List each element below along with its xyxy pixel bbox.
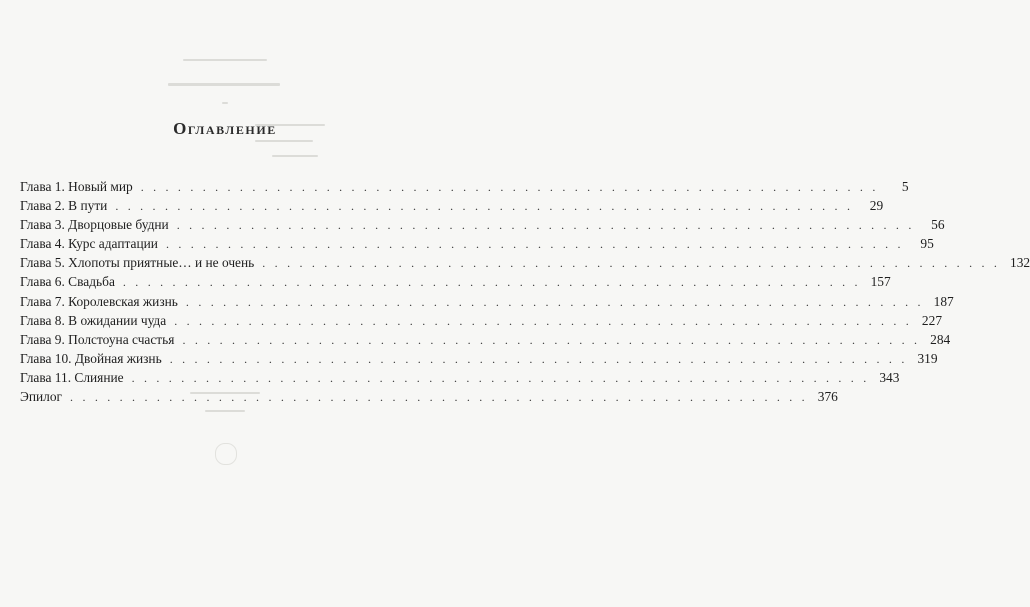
dot-leader: . . . . . . . . . . . . . . . . . . . . . . . . . . . . . . . . . . . . . . . . . . . . . . . . . . . . . . . . . . . . — [131, 370, 870, 385]
toc-entry-page-number: 343 — [879, 369, 900, 385]
table-of-contents — [20, 177, 1030, 406]
toc-entry — [20, 272, 891, 291]
toc-entry-page-number: 187 — [933, 293, 954, 309]
show-through-mark — [272, 155, 318, 157]
dot-leader: . . . . . . . . . . . . . . . . . . . . . . . . . . . . . . . . . . . . . . . . . . . . . . . . . . . . . . . . . . . . — [262, 256, 1001, 271]
toc-entry-label: Глава 6. Свадьба — [20, 274, 115, 290]
toc-entry — [20, 349, 938, 368]
dot-leader: . . . . . . . . . . . . . . . . . . . . . . . . . . . . . . . . . . . . . . . . . . . . . . . . . . . . . . . . . . . . — [122, 275, 861, 290]
toc-entry — [20, 387, 838, 406]
dot-leader: . . . . . . . . . . . . . . . . . . . . . . . . . . . . . . . . . . . . . . . . . . . . . . . . . . . . . . . . . . . . — [165, 237, 904, 252]
dot-leader: . . . . . . . . . . . . . . . . . . . . . . . . . . . . . . . . . . . . . . . . . . . . . . . . . . . . . . . . . . . . — [174, 313, 913, 328]
toc-entry-label: Глава 8. В ожидании чуда — [20, 312, 167, 328]
toc-entry-label: Глава 11. Слияние — [20, 369, 124, 385]
toc-entry — [20, 292, 954, 311]
toc-entry-page-number: 376 — [817, 389, 838, 405]
toc-entry-page-number: 95 — [920, 236, 934, 252]
dot-leader: . . . . . . . . . . . . . . . . . . . . . . . . . . . . . . . . . . . . . . . . . . . . . . . . . . . . . . . . . . . . — [185, 294, 924, 309]
toc-entry-label: Глава 7. Королевская жизнь — [20, 293, 178, 309]
toc-entry-page-number: 157 — [870, 274, 891, 290]
show-through-mark — [183, 59, 267, 61]
show-through-mark — [215, 443, 237, 465]
dot-leader: . . . . . . . . . . . . . . . . . . . . . . . . . . . . . . . . . . . . . . . . . . . . . . . . . . . . . . . . . . . . — [115, 199, 854, 214]
toc-entry — [20, 215, 945, 234]
toc-entry-label: Глава 5. Хлопоты приятные… и не очень — [20, 255, 255, 271]
toc-entry-page-number: 5 — [901, 179, 909, 194]
show-through-mark — [255, 140, 313, 142]
toc-title: Оглавление — [173, 119, 277, 138]
show-through-mark — [168, 83, 280, 86]
toc-entry — [20, 196, 884, 215]
toc-entry-label: Глава 3. Дворцовые будни — [20, 217, 169, 233]
toc-entry-page-number: 29 — [869, 198, 884, 214]
dot-leader: . . . . . . . . . . . . . . . . . . . . . . . . . . . . . . . . . . . . . . . . . . . . . . . . . . . . . . . . . . . . — [70, 390, 808, 405]
toc-entry-page-number: 319 — [917, 350, 938, 366]
dot-leader: . . . . . . . . . . . . . . . . . . . . . . . . . . . . . . . . . . . . . . . . . . . . . . . . . . . . . . . . . . . . — [169, 351, 908, 366]
toc-entry-label: Глава 2. В пути — [20, 198, 108, 214]
toc-entry-page-number: 132 — [1010, 255, 1030, 271]
toc-entry-label: Глава 9. Полстоуна счастья — [20, 331, 175, 347]
toc-entry-label: Эпилог — [20, 389, 63, 405]
dot-leader: . . . . . . . . . . . . . . . . . . . . . . . . . . . . . . . . . . . . . . . . . . . . . . . . . . . . . . . . . . . . — [140, 180, 879, 194]
toc-entry-page-number: 56 — [931, 217, 945, 233]
toc-entry-label: Глава 4. Курс адаптации — [20, 236, 158, 252]
dot-leader: . . . . . . . . . . . . . . . . . . . . . . . . . . . . . . . . . . . . . . . . . . . . . . . . . . . . . . . . . . . . — [182, 332, 921, 347]
toc-entry-page-number: 227 — [921, 312, 943, 328]
toc-entry-label: Глава 10. Двойная жизнь — [20, 350, 162, 366]
toc-entry — [20, 330, 951, 349]
toc-entry — [20, 368, 900, 387]
show-through-mark — [222, 102, 228, 104]
toc-entry — [20, 177, 909, 196]
toc-entry-label: Глава 1. Новый мир — [20, 179, 133, 194]
show-through-mark — [205, 410, 245, 412]
toc-entry — [20, 253, 1030, 272]
toc-entry-page-number: 284 — [930, 331, 951, 347]
dot-leader: . . . . . . . . . . . . . . . . . . . . . . . . . . . . . . . . . . . . . . . . . . . . . . . . . . . . . . . . . . . . — [176, 218, 915, 233]
toc-entry — [20, 234, 934, 253]
toc-entry — [20, 311, 943, 330]
